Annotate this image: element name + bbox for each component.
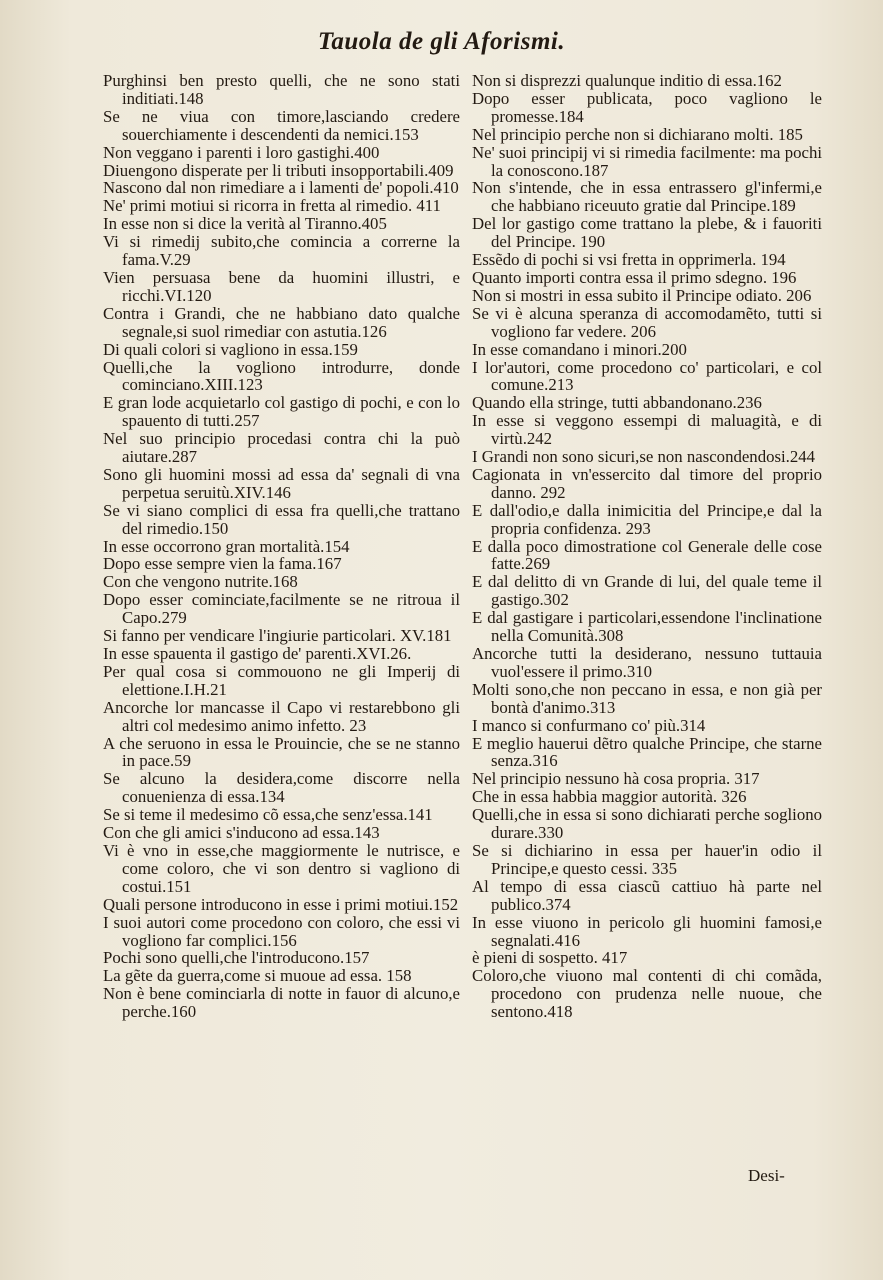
index-entry: Non è bene cominciarla di notte in fauor di alcuno,e perche.160 bbox=[103, 984, 460, 1022]
index-entry: Si fanno per vendicare l'ingiurie particolari. XV.181 bbox=[103, 626, 452, 646]
index-entry: Del lor gastigo come trattano la plebe, & i fauoriti del Principe. 190 bbox=[472, 214, 822, 252]
index-entry: Al tempo di essa ciascũ cattiuo hà parte nel publico.374 bbox=[472, 876, 822, 914]
index-entry: I Grandi non sono sicuri,se non nascondendosi.244 bbox=[472, 447, 816, 467]
index-entry: Quanto importi contra essa il primo sdegno. 196 bbox=[472, 267, 797, 287]
index-entry: Dopo esser cominciate,facilmente se ne ritroua il Capo.279 bbox=[103, 590, 460, 628]
index-entry: Quelli,che la vogliono introdurre, donde cominciano.XIII.123 bbox=[103, 357, 460, 395]
index-column-right bbox=[472, 72, 822, 1021]
index-entry: Vi è vno in esse,che maggiormente le nutrisce, e come coloro, che vi son dentro si vagliono di costui.151 bbox=[103, 840, 460, 896]
index-entry: Di quali colori si vagliono in essa.159 bbox=[103, 339, 358, 359]
index-entry: è pieni di sospetto. 417 bbox=[472, 948, 628, 968]
index-entry: Con che vengono nutrite.168 bbox=[103, 572, 298, 592]
index-entry: Nel principio nessuno hà cosa propria. 317 bbox=[472, 769, 760, 789]
index-entry: Essẽdo di pochi si vsi fretta in opprimerla. 194 bbox=[472, 250, 786, 270]
index-entry: Se alcuno la desidera,come discorre nella conuenienza di essa.134 bbox=[103, 769, 460, 807]
index-entry: Sono gli huomini mossi ad essa da' segnali di vna perpetua seruitù.XIV.146 bbox=[103, 464, 460, 502]
index-entry: Nel principio perche non si dichiarano molti. 185 bbox=[472, 124, 803, 144]
index-entry: E gran lode acquietarlo col gastigo di pochi, e con lo spauento di tutti.257 bbox=[103, 393, 460, 431]
index-entry: Non s'intende, che in essa entrassero gl'infermi,e che habbiano riceuuto gratie dal Principe.189 bbox=[472, 178, 822, 216]
index-entry: Non si mostri in essa subito il Principe odiato. 206 bbox=[472, 285, 812, 305]
index-entry: E dall'odio,e dalla inimicitia del Principe,e dal la propria confidenza. 293 bbox=[472, 500, 822, 538]
index-entry: Molti sono,che non peccano in essa, e non già per bontà d'animo.313 bbox=[472, 679, 822, 717]
index-entry: Quelli,che in essa si sono dichiarati perche sogliono durare.330 bbox=[472, 805, 822, 843]
index-entry: Nascono dal non rimediare a i lamenti de' popoli.410 bbox=[103, 178, 459, 198]
catchword: Desi- bbox=[748, 1166, 785, 1185]
index-entry: Ne' suoi principij vi si rimedia facilmente: ma pochi la conoscono.187 bbox=[472, 142, 822, 180]
index-entry: In esse occorrono gran mortalità.154 bbox=[103, 536, 350, 556]
page-title: Tauola de gli Aforismi. bbox=[317, 28, 566, 55]
index-entry: Contra i Grandi, che ne habbiano dato qualche segnale,si suol rimediar con astutia.126 bbox=[103, 303, 460, 341]
index-entry: E dal delitto di vn Grande di lui, del quale teme il gastigo.302 bbox=[472, 572, 822, 610]
index-entry: Quando ella stringe, tutti abbandonano.236 bbox=[472, 393, 762, 413]
index-entry: Vien persuasa bene da huomini illustri, e ricchi.VI.120 bbox=[103, 267, 460, 305]
index-entry: Ne' primi motiui si ricorra in fretta al rimedio. 411 bbox=[103, 196, 441, 216]
index-entry: Ancorche tutti la desiderano, nessuno tuttauia vuol'essere il primo.310 bbox=[472, 644, 822, 681]
index-entry: In esse spauenta il gastigo de' parenti.XVI.26. bbox=[103, 644, 412, 663]
index-entry: Che in essa habbia maggior autorità. 326 bbox=[472, 787, 747, 807]
index-entry: Ancorche lor mancasse il Capo vi restarebbono gli altri col medesimo animo infetto. 23 bbox=[103, 697, 460, 735]
index-entry: In esse si veggono essempi di maluagità, e di virtù.242 bbox=[472, 411, 822, 449]
index-entry: Pochi sono quelli,che l'introducono.157 bbox=[103, 948, 370, 968]
index-entry: I manco si confurmano co' più.314 bbox=[472, 715, 706, 735]
index-entry: E dalla poco dimostratione col Generale delle cose fatte.269 bbox=[472, 536, 822, 574]
index-entry: Se si teme il medesimo cõ essa,che senz'essa.141 bbox=[103, 805, 433, 825]
index-entry: In esse viuono in pericolo gli huomini famosi,e segnalati.416 bbox=[472, 912, 822, 950]
index-entry: Coloro,che viuono mal contenti di chi comãda, procedono con prudenza nelle nuoue, che sentono.418 bbox=[472, 966, 822, 1022]
index-entry: Cagionata in vn'essercito dal timore del proprio danno. 292 bbox=[472, 464, 822, 502]
index-entry: E meglio hauerui dẽtro qualche Principe, che starne senza.316 bbox=[472, 733, 822, 771]
index-entry: Con che gli amici s'inducono ad essa.143 bbox=[103, 823, 380, 843]
index-entry: Vi si rimedij subito,che comincia a correrne la fama.V.29 bbox=[103, 232, 460, 270]
index-entry: I lor'autori, come procedono co' particolari, e col comune.213 bbox=[472, 357, 822, 395]
index-column-left bbox=[103, 72, 460, 1021]
index-entry: La gẽte da guerra,come si muoue ad essa. 158 bbox=[103, 966, 412, 986]
index-entry: I suoi autori come procedono con coloro, che essi vi vogliono far complici.156 bbox=[103, 912, 460, 950]
index-entry: A che seruono in essa le Prouincie, che se ne stanno in pace.59 bbox=[103, 733, 460, 771]
index-entry: Se si dichiarino in essa per hauer'in odio il Principe,e questo cessi. 335 bbox=[472, 840, 822, 878]
index-entry: Purghinsi ben presto quelli, che ne sono stati inditiati.148 bbox=[103, 71, 460, 108]
index-entry: Se vi siano complici di essa fra quelli,che trattano del rimedio.150 bbox=[103, 500, 460, 538]
index-entry: Dopo esser publicata, poco vagliono le promesse.184 bbox=[472, 88, 822, 126]
index-entry: Diuengono disperate per li tributi insopportabili.409 bbox=[103, 160, 454, 180]
index-entry: Nel suo principio procedasi contra chi la può aiutare.287 bbox=[103, 429, 460, 467]
index-entry: Quali persone introducono in esse i primi motiui.152 bbox=[103, 894, 459, 914]
index-entry: Dopo esse sempre vien la fama.167 bbox=[103, 554, 342, 574]
index-entry: In esse comandano i minori.200 bbox=[472, 339, 687, 359]
index-entry: In esse non si dice la verità al Tiranno.405 bbox=[103, 214, 387, 234]
index-entry: Per qual cosa si commouono ne gli Imperij di elettione.I.H.21 bbox=[103, 661, 460, 699]
index-entry: Non si disprezzi qualunque inditio di essa.162 bbox=[472, 71, 782, 90]
index-entry: Se ne viua con timore,lasciando credere souerchiamente i descendenti da nemici.153 bbox=[103, 106, 460, 144]
index-entry: Non veggano i parenti i loro gastighi.400 bbox=[103, 142, 380, 162]
index-entry: Se vi è alcuna speranza di accomodamẽto, tutti si vogliono far vedere. 206 bbox=[472, 303, 822, 341]
index-entry: E dal gastigare i particolari,essendone l'inclinatione nella Comunità.308 bbox=[472, 608, 822, 646]
